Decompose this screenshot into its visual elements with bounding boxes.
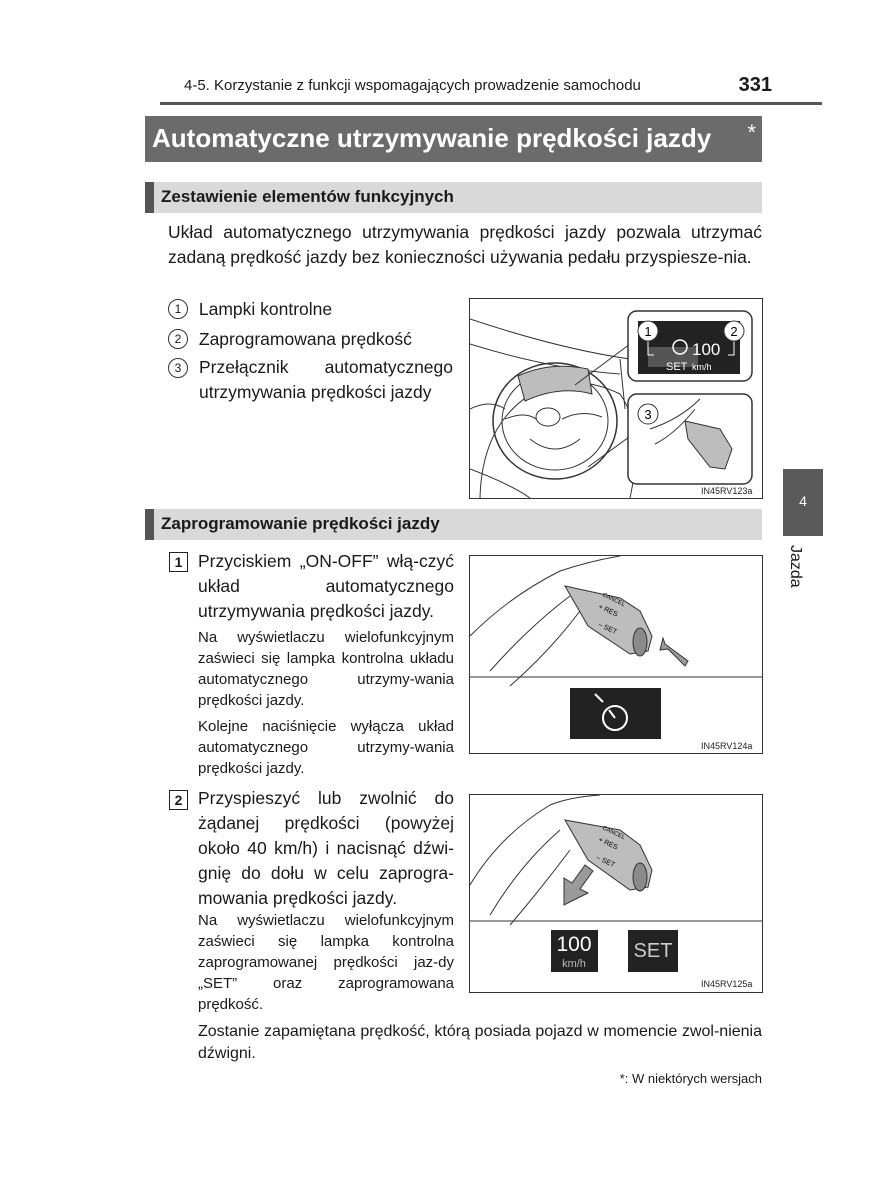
display-speed: 100 — [692, 340, 721, 359]
lever-cancel-label: CANCEL — [601, 825, 626, 842]
running-header — [160, 74, 772, 96]
section-heading-components — [145, 182, 762, 213]
figure-dashboard — [469, 298, 763, 499]
display-unit: km/h — [562, 958, 586, 970]
closing-paragraph: Zostanie zapamiętana prędkość, którą posiada pojazd w momencie zwol-nienia dźwigni. — [198, 1023, 762, 1062]
step-1-number: 1 — [169, 552, 188, 572]
item-text: Lampki kontrolne — [198, 299, 333, 319]
lever-set-label: – SET — [597, 621, 618, 637]
title-asterisk: * — [747, 120, 756, 145]
page-number: 331 — [738, 74, 772, 96]
chapter-tab — [783, 469, 823, 536]
lever-cancel-label: CANCEL — [601, 592, 626, 609]
step-1-text: Przyciskiem „ON-OFF” włą-czyć układ automatycznego utrzymywania prędkości jazdy. — [198, 551, 454, 621]
chapter-tab-label — [786, 545, 808, 605]
item-1 — [168, 297, 458, 322]
page-title: Automatyczne utrzymywanie prędkości jazdy — [152, 123, 712, 153]
item-number: 1 — [168, 299, 188, 319]
figure-code: IN45RV125a — [701, 979, 753, 989]
footnote: *: W niektórych wersjach — [619, 1071, 762, 1086]
page-title-bar — [145, 116, 762, 162]
item-text: Przełącznik automatycznego utrzymywania prędkości jazdy — [199, 357, 453, 402]
display-set: SET — [666, 361, 688, 373]
step-2-text: Przyspieszyć lub zwolnić do żądanej prędkości (powyżej około 40 km/h) i nacisnąć dźwi-gnię do dołu w celu zaprogra-mowania prędkości jazdy. — [198, 788, 454, 908]
callout-1: 1 — [644, 324, 652, 339]
section-heading-text: Zaprogramowanie prędkości jazdy — [161, 514, 440, 533]
figure-on-off-button — [469, 555, 763, 754]
display-speed: 100 — [556, 933, 592, 956]
intro-paragraph: Układ automatycznego utrzymywania prędkości jazdy pozwala utrzymać zadaną prędkość jazdy bez konieczności używania pedału przyspiesze-nia. — [168, 222, 762, 267]
step-2-note: Na wyświetlaczu wielofunkcyjnym zaświeci się lampka kontrolna zaprogramowanej prędkości jaz-dy „SET” oraz zaprogramowana prędkość. — [198, 912, 454, 1013]
lever-set-label: – SET — [595, 854, 616, 870]
chapter-tab-label-text: Jazda — [787, 545, 804, 588]
figure-set-lever — [469, 794, 763, 993]
step-1-note-2: Kolejne naciśnięcie wyłącza układ automatycznego utrzymy-wania prędkości jazdy. — [198, 718, 454, 777]
section-heading-text: Zestawienie elementów funkcyjnych — [161, 187, 454, 206]
header-rule — [160, 102, 822, 105]
section-marker — [145, 182, 154, 213]
lever-res-label: + RES — [597, 836, 619, 852]
item-number: 3 — [168, 358, 188, 378]
step-2-number: 2 — [169, 790, 188, 810]
figure-code: IN45RV123a — [701, 486, 753, 496]
chapter-tab-number: 4 — [799, 493, 807, 509]
item-text: Zaprogramowana prędkość — [198, 329, 412, 349]
display-unit: km/h — [692, 362, 712, 372]
section-heading-programming — [145, 509, 762, 540]
callout-3: 3 — [644, 407, 652, 422]
chapter-title: 4-5. Korzystanie z funkcji wspomagających prowadzenie samochodu — [184, 77, 641, 94]
step-1-note-1: Na wyświetlaczu wielofunkcyjnym zaświeci się lampka kontrolna układu automatycznego utrzymy-wania prędkości jazdy. — [198, 629, 454, 709]
section-marker — [145, 509, 154, 540]
item-3 — [168, 355, 458, 405]
figure-code: IN45RV124a — [701, 741, 753, 751]
callout-2: 2 — [730, 324, 738, 339]
display-set: SET — [633, 940, 673, 962]
lever-res-label: + RES — [597, 603, 619, 619]
item-number: 2 — [168, 329, 188, 349]
item-2 — [168, 327, 458, 352]
